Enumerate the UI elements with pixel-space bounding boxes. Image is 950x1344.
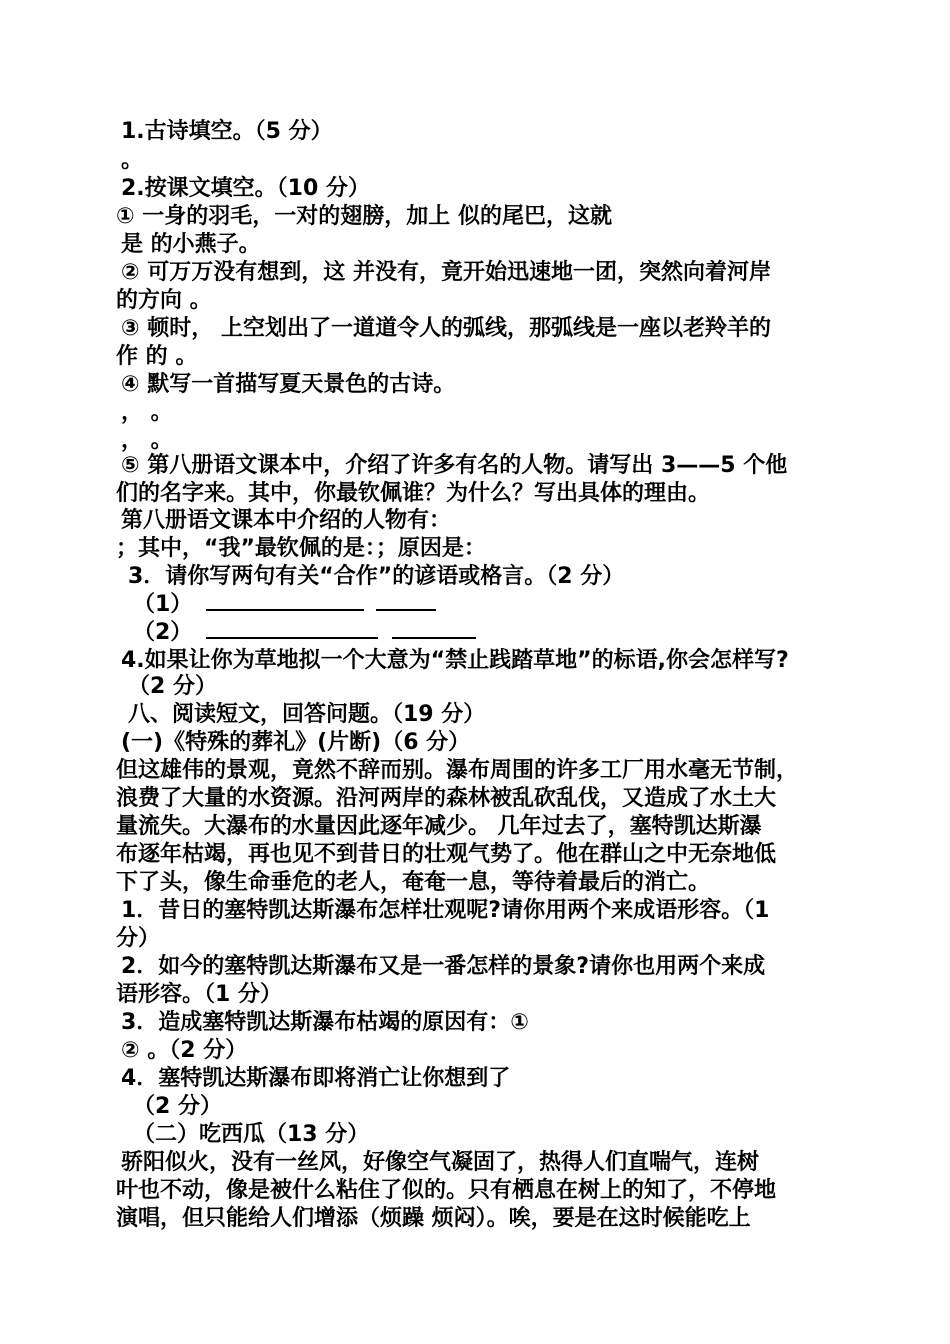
item-2-line-2: 的方向 。 bbox=[116, 288, 212, 313]
item-2-line-1: ② 可万万没有想到，这 并没有，竟开始迅速地一团，突然向着河岸 bbox=[121, 260, 771, 285]
passage-2-line-3: 演唱，但只能给人们增添（烦躁 烦闷）。唉，要是在这时候能吃上 bbox=[116, 1206, 751, 1231]
question-3-answer-1 bbox=[133, 591, 436, 619]
passage-1-line-5: 下了头，像生命垂危的老人，奄奄一息，等待着最后的消亡。 bbox=[116, 870, 711, 895]
poem-line-1: ， 。 bbox=[121, 400, 173, 425]
question-1-heading: 1.古诗填空。（5 分） bbox=[121, 119, 333, 144]
passage-1-question-1-line-2: 分） bbox=[116, 926, 161, 951]
answer-1-blank-2 bbox=[376, 591, 436, 611]
item-1-line-2: 是 的小燕子。 bbox=[121, 232, 261, 257]
question-3-heading: 3．请你写两句有关“合作”的谚语或格言。（2 分） bbox=[128, 564, 625, 589]
passage-2-title: （二）吃西瓜（13 分） bbox=[133, 1122, 370, 1147]
answer-2-label: （2） bbox=[133, 620, 193, 645]
passage-1-question-4-line-1: 4．塞特凯达斯瀑布即将消亡让你想到了 bbox=[121, 1066, 511, 1091]
passage-1-question-3-line-1: 3．造成塞特凯达斯瀑布枯竭的原因有：① bbox=[121, 1010, 529, 1035]
item-5-line-4: ；其中，“我”最钦佩的是：；原因是： bbox=[116, 536, 486, 561]
passage-2-line-2: 叶也不动，像是被什么粘住了似的。只有栖息在树上的知了，不停地 bbox=[116, 1178, 777, 1203]
passage-1-line-4: 布逐年枯竭，再也见不到昔日的壮观气势了。他在群山之中无奈地低 bbox=[116, 842, 777, 867]
item-5-line-3: 第八册语文课本中介绍的人物有： bbox=[121, 508, 452, 533]
passage-1-question-4-line-2: （2 分） bbox=[133, 1094, 222, 1119]
question-4-line-1: 4.如果让你为草地拟一个大意为“禁止践踏草地”的标语,你会怎样写? bbox=[121, 648, 789, 673]
item-3-line-2: 作 的 。 bbox=[116, 344, 198, 369]
section-8-heading: 八、阅读短文，回答问题。（19 分） bbox=[128, 702, 486, 727]
question-2-heading: 2.按课文填空。（10 分） bbox=[121, 176, 370, 201]
question-3-answer-2 bbox=[133, 619, 476, 647]
question-4-line-2: （2 分） bbox=[128, 674, 217, 699]
answer-2-blank bbox=[206, 619, 378, 639]
passage-1-question-1-line-1: 1．昔日的塞特凯达斯瀑布怎样壮观呢?请你用两个来成语形容。（1 bbox=[121, 898, 770, 923]
answer-1-blank bbox=[206, 591, 364, 611]
poem-line-2: ， 。 bbox=[121, 428, 173, 453]
passage-1-line-2: 浪费了大量的水资源。沿河两岸的森林被乱砍乱伐，又造成了水土大 bbox=[116, 786, 777, 811]
passage-1-line-3: 量流失。大瀑布的水量因此逐年减少。 几年过去了，塞特凯达斯瀑 bbox=[116, 814, 762, 839]
passage-1-line-1: 但这雄伟的景观，竟然不辞而别。瀑布周围的许多工厂用水毫无节制， bbox=[116, 758, 799, 783]
item-4-line: ④ 默写一首描写夏天景色的古诗。 bbox=[121, 372, 456, 397]
passage-1-question-2-line-1: 2．如今的塞特凯达斯瀑布又是一番怎样的景象?请你也用两个来成 bbox=[121, 954, 766, 979]
item-5-line-2: 们的名字来。其中，你最钦佩谁？为什么？写出具体的理由。 bbox=[116, 481, 711, 506]
passage-2-line-1: 骄阳似火，没有一丝风，好像空气凝固了，热得人们直喘气，连树 bbox=[121, 1150, 760, 1175]
answer-line: 。 bbox=[121, 148, 144, 173]
passage-1-title: (一)《特殊的葬礼》(片断)（6 分） bbox=[121, 730, 471, 755]
item-5-line-1: ⑤ 第八册语文课本中，介绍了许多有名的人物。请写出 3——5 个他 bbox=[121, 453, 788, 478]
item-3-line-1: ③ 顿时， 上空划出了一道道令人的弧线，那弧线是一座以老羚羊的 bbox=[121, 316, 771, 341]
passage-1-question-3-line-2: ② 。（2 分） bbox=[121, 1038, 248, 1063]
answer-1-label: （1） bbox=[133, 592, 193, 617]
answer-2-blank-2 bbox=[392, 619, 476, 639]
passage-1-question-2-line-2: 语形容。（1 分） bbox=[116, 982, 282, 1007]
item-1-line-1: ① 一身的羽毛，一对的翅膀，加上 似的尾巴，这就 bbox=[116, 204, 612, 229]
